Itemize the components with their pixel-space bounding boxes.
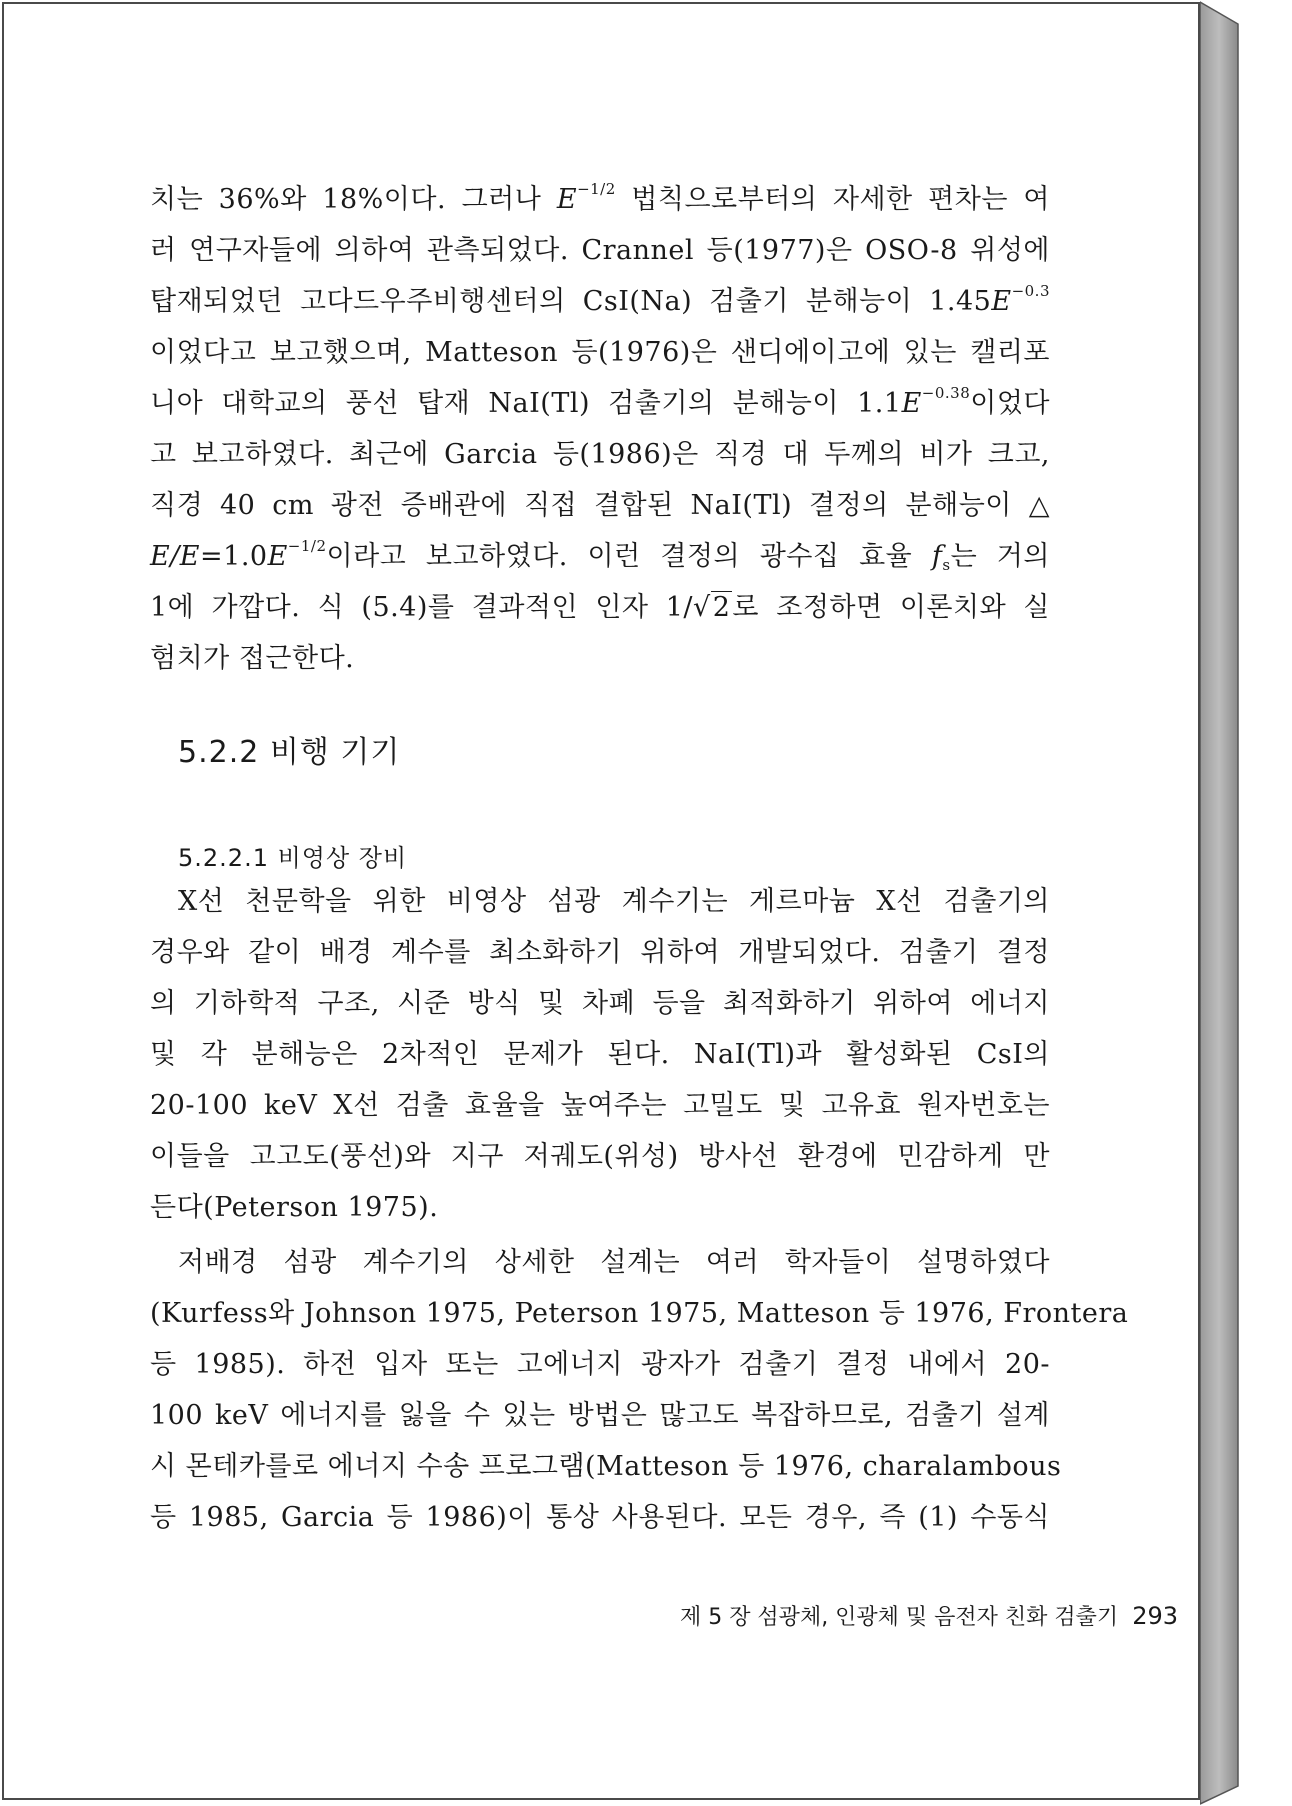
text-line: 탑재되었던 고다드우주비행센터의 CsI(Na) 검출기 분해능이 $1.45E^{-0.3}$ xyxy=(150,282,1050,317)
chapter-title: 제 5 장 섬광체, 인광체 및 음전자 친화 검출기 xyxy=(679,1605,1119,1630)
text-line: 20-100 keV X선 검출 효율을 높여주는 고밀도 및 고유효 원자번호는 xyxy=(150,1090,1050,1121)
text-line: 험치가 접근한다. xyxy=(150,643,355,674)
page-edge xyxy=(1200,0,1292,1806)
section-heading: 5.2.2 비행 기기 xyxy=(178,735,401,770)
text-line: 든다(Peterson 1975). xyxy=(150,1192,439,1223)
text-line: 이들을 고고도(풍선)와 지구 저궤도(위성) 방사선 환경에 민감하게 만 xyxy=(150,1141,1050,1172)
text-line: 러 연구자들에 의하여 관측되었다. Crannel 등(1977)은 OSO-8 위성에 xyxy=(150,235,1050,266)
text-line: (Kurfess와 Johnson 1975, Peterson 1975, Matteson 등 1976, Frontera xyxy=(150,1298,1129,1329)
text-line: 100 keV 에너지를 잃을 수 있는 방법은 많고도 복잡하므로, 검출기 설계 xyxy=(150,1400,1050,1431)
paragraph-2 xyxy=(150,876,1050,1233)
text-line: 저배경 섬광 계수기의 상세한 설계는 여러 학자들이 설명하였다 xyxy=(178,1247,1050,1278)
page-footer xyxy=(490,1600,1178,1631)
text-line: 1에 가깝다. 식 (5.4)를 결과적인 인자 1/√2로 조정하면 이론치와 실 xyxy=(150,582,1050,633)
text-line: 및 각 분해능은 2차적인 문제가 된다. NaI(Tl)과 활성화된 CsI의 xyxy=(150,1039,1050,1070)
text-line: 고 보고하였다. 최근에 Garcia 등(1986)은 직경 대 두께의 비가 크고, xyxy=(150,439,1050,470)
page-number: 293 xyxy=(1132,1602,1178,1630)
paragraph-3 xyxy=(150,1237,1129,1543)
text-line: 시 몬테카를로 에너지 수송 프로그램(Matteson 등 1976, charalambous xyxy=(150,1451,1062,1482)
text-line: 등 1985). 하전 입자 또는 고에너지 광자가 검출기 결정 내에서 20- xyxy=(150,1349,1050,1380)
text-line: 니아 대학교의 풍선 탑재 NaI(Tl) 검출기의 분해능이 $1.1E^{-0.38}$이었다 xyxy=(150,384,1050,419)
text-line: 이었다고 보고했으며, Matteson 등(1976)은 샌디에이고에 있는 캘리포 xyxy=(150,337,1050,368)
text-line: 등 1985, Garcia 등 1986)이 통상 사용된다. 모든 경우, 즉 (1) 수동식 xyxy=(150,1502,1050,1533)
text-line: $E/E=1.0E^{-1/2}$이라고 보고하였다. 이런 결정의 광수집 효율 $f_s$는 거의 xyxy=(150,537,1050,574)
text-line: X선 천문학을 위한 비영상 섬광 계수기는 게르마늄 X선 검출기의 xyxy=(178,886,1050,917)
paragraph-1 xyxy=(150,174,1050,684)
subsection-heading: 5.2.2.1 비영상 장비 xyxy=(178,844,408,872)
sqrt-symbol: √2 xyxy=(693,592,731,623)
text-line: 의 기하학적 구조, 시준 방식 및 차폐 등을 최적화하기 위하여 에너지 xyxy=(150,988,1050,1019)
text-line: 치는 36%와 18%이다. 그러나 $E^{-1/2}$ 법칙으로부터의 자세한 편차는 여 xyxy=(150,180,1051,215)
text-line: 경우와 같이 배경 계수를 최소화하기 위하여 개발되었다. 검출기 결정 xyxy=(150,937,1050,968)
text-line: 직경 40 cm 광전 증배관에 직접 결합된 NaI(Tl) 결정의 분해능이 △ xyxy=(150,490,1050,521)
